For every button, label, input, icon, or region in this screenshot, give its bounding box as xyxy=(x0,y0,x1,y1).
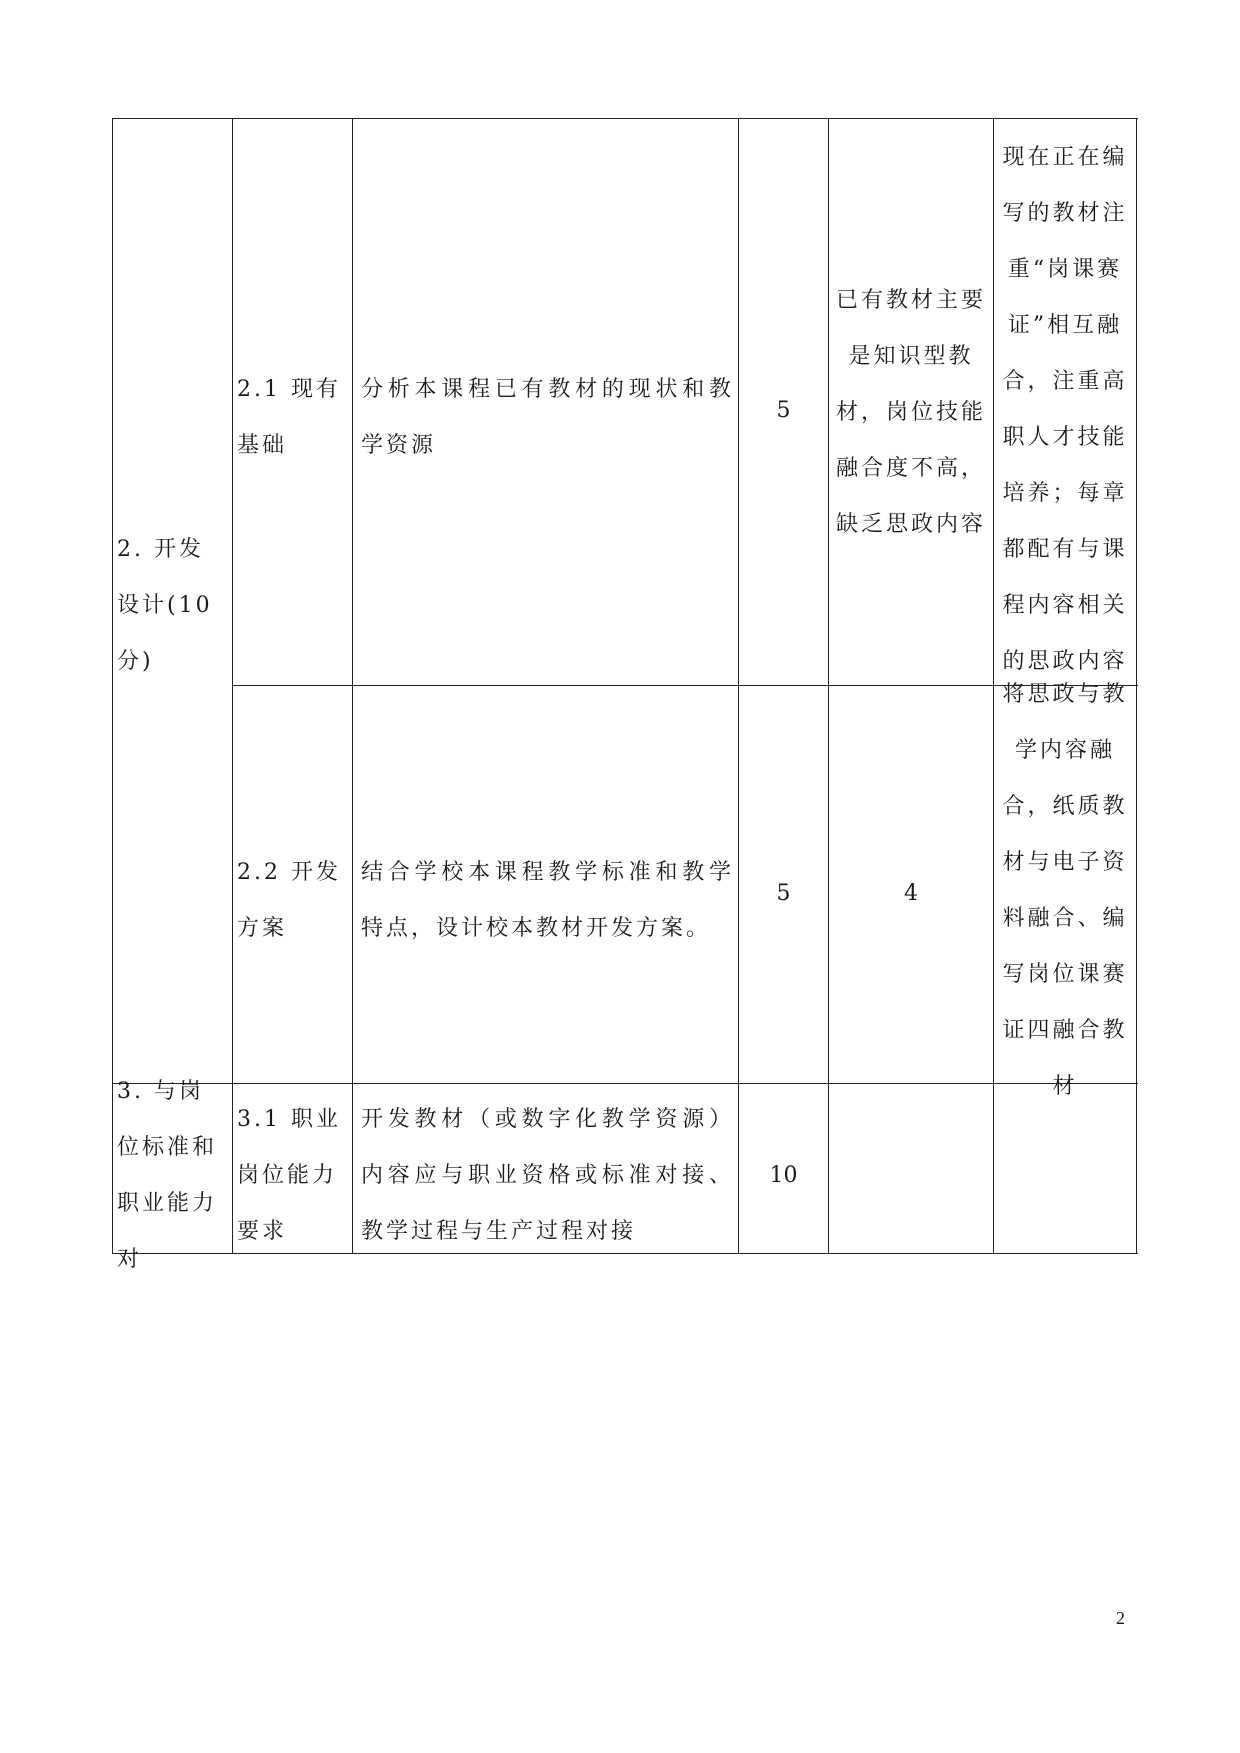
table-row-2-1-score xyxy=(829,270,993,555)
score-text: 已有教材主要是知识型教材，岗位技能融合度不高，缺乏思政内容 xyxy=(835,287,986,537)
page-number: 2 xyxy=(1116,1608,1125,1628)
requirement-text: 结合学校本课程教学标准和教学特点，设计校本教材开发方案。 xyxy=(361,859,734,941)
full-score-text: 5 xyxy=(776,881,791,906)
table-row-2-1-note xyxy=(994,130,1136,690)
note-text: 将思政与教学内容融合，纸质教材与电子资料融合、编写岗位课赛证四融合教材 xyxy=(1002,682,1128,1099)
table-row-2-2-score xyxy=(829,838,993,950)
requirement-text: 分析本课程已有教材的现状和教学资源 xyxy=(361,376,734,458)
category-cell xyxy=(113,1079,232,1272)
table-row-2-2-item xyxy=(233,838,352,963)
item-text: 2.1 现有基础 xyxy=(237,376,341,458)
full-score-text: 5 xyxy=(776,398,791,423)
table-row-2-1-requirement xyxy=(353,355,738,480)
item-text: 2.2 开发方案 xyxy=(237,859,341,941)
table-row-2-1-item xyxy=(233,355,352,480)
requirement-text: 开发教材（或数字化教学资源）内容应与职业资格或标准对接、教学过程与生产过程对接 xyxy=(361,1107,734,1244)
table-row-3-1-note xyxy=(994,1084,1136,1253)
table-row-3-1-score xyxy=(829,1084,993,1253)
note-text: 现在正在编写的教材注重“岗课赛证”相互融合，注重高职人才技能培养；每章都配有与课程内容相关的思政内容 xyxy=(1002,145,1128,674)
table-row-2-2-note xyxy=(994,682,1136,1099)
score-text: 4 xyxy=(904,881,918,906)
full-score-text: 10 xyxy=(769,1163,798,1188)
table-row-2-2-full-score xyxy=(739,838,828,950)
table-row-3-1-requirement xyxy=(353,1092,738,1260)
category-text: 2. 开发设计(10 分) xyxy=(117,537,213,674)
item-text: 3.1 职业岗位能力要求 xyxy=(237,1107,341,1244)
table-row-2-1-full-score xyxy=(739,355,828,467)
category-cell xyxy=(113,537,232,674)
table-row-3-1-item xyxy=(233,1092,352,1260)
table-row-3-1-full-score xyxy=(739,1120,828,1232)
table-row-2-2-requirement xyxy=(353,838,738,963)
category-text: 3. 与岗位标准和职业能力对 xyxy=(117,1079,218,1272)
